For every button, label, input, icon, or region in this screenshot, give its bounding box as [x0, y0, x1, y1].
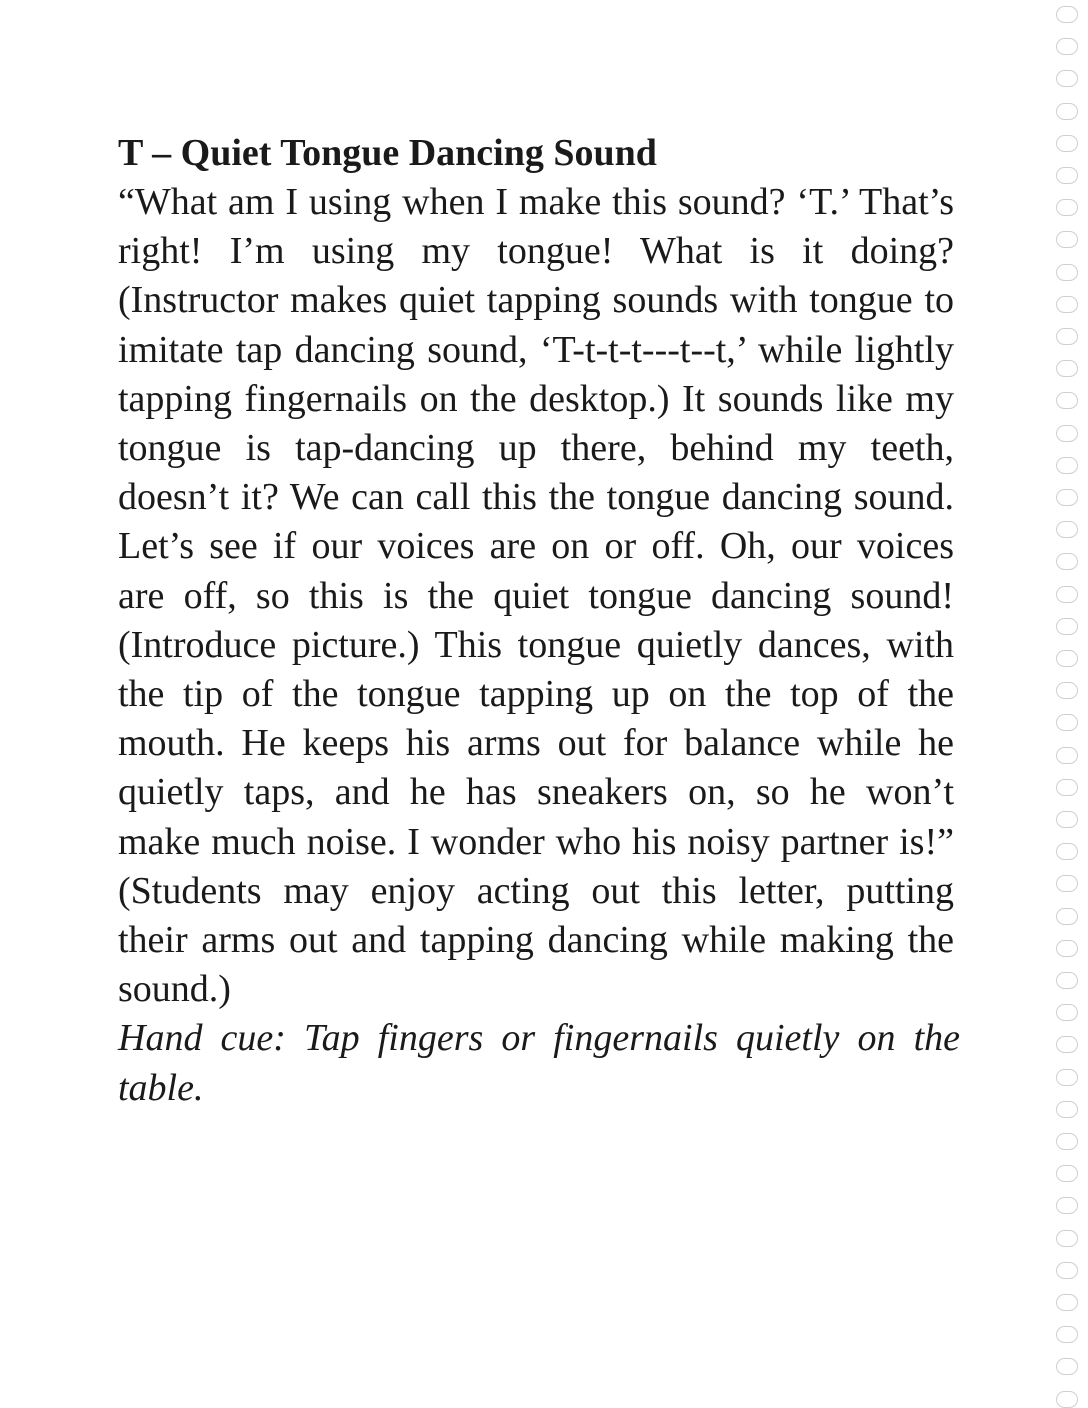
binding-ring [1056, 103, 1078, 120]
binding-ring [1056, 457, 1078, 474]
binding-ring [1056, 1262, 1078, 1279]
binding-ring [1056, 940, 1078, 957]
binding-ring [1056, 1004, 1078, 1021]
binding-ring [1056, 521, 1078, 538]
binding-ring [1056, 1101, 1078, 1118]
binding-ring [1056, 296, 1078, 313]
binding-ring [1056, 1358, 1078, 1375]
binding-ring [1056, 618, 1078, 635]
binding-ring [1056, 6, 1078, 23]
binding-ring [1056, 1069, 1078, 1086]
spiral-binding [1038, 0, 1088, 1408]
binding-ring [1056, 425, 1078, 442]
binding-ring [1056, 972, 1078, 989]
instruction-paragraph: “What am I using when I make this sound? ‘T.’ That’s right! I’m using my tongue! What is it doing? (Instructor makes quiet tapping sounds with tongue to imitate tap dancing sound, ‘T-t-t-t---t--t,’ while lightly tapping fingernails on the desktop.) It sounds like my tongue is tap-dancing up there, behind my teeth, doesn’t it? We can call this the tongue dancing sound. Let’s see if our voices are on or off. Oh, our voices are off, so this is the quiet tongue dancing sound! (Introduce picture.) This tongue quietly dances, with the tip of the tongue tapping up on the top of the mouth. He keeps his arms out for balance while he quietly taps, and he has sneakers on, so he won’t make much noise. I wonder who his noisy partner is!” (Students may enjoy acting out this letter, putting their arms out and tapping dancing while making the sound.) [118, 181, 954, 1011]
binding-ring [1056, 360, 1078, 377]
binding-ring [1056, 231, 1078, 248]
binding-ring [1056, 553, 1078, 570]
binding-ring [1056, 1294, 1078, 1311]
binding-ring [1056, 1133, 1078, 1150]
binding-ring [1056, 875, 1078, 892]
binding-ring [1056, 135, 1078, 152]
binding-ring [1056, 1165, 1078, 1182]
binding-ring [1056, 747, 1078, 764]
binding-ring [1056, 167, 1078, 184]
binding-ring [1056, 1391, 1078, 1408]
binding-ring [1056, 650, 1078, 667]
binding-ring [1056, 908, 1078, 925]
binding-ring [1056, 1197, 1078, 1214]
binding-ring [1056, 843, 1078, 860]
binding-ring [1056, 811, 1078, 828]
binding-ring [1056, 38, 1078, 55]
binding-ring [1056, 586, 1078, 603]
binding-ring [1056, 1036, 1078, 1053]
binding-ring [1056, 779, 1078, 796]
section-heading: T – Quiet Tongue Dancing Sound [118, 132, 657, 174]
binding-ring [1056, 264, 1078, 281]
binding-ring [1056, 682, 1078, 699]
binding-ring [1056, 70, 1078, 87]
binding-ring [1056, 1230, 1078, 1247]
binding-ring [1056, 489, 1078, 506]
binding-ring [1056, 328, 1078, 345]
binding-ring [1056, 714, 1078, 731]
binding-ring [1056, 199, 1078, 216]
hand-cue-text: Hand cue: Tap fingers or fingernails quietly on the table. [118, 1017, 960, 1109]
page-content [118, 128, 960, 1113]
binding-ring [1056, 392, 1078, 409]
binding-ring [1056, 1326, 1078, 1343]
